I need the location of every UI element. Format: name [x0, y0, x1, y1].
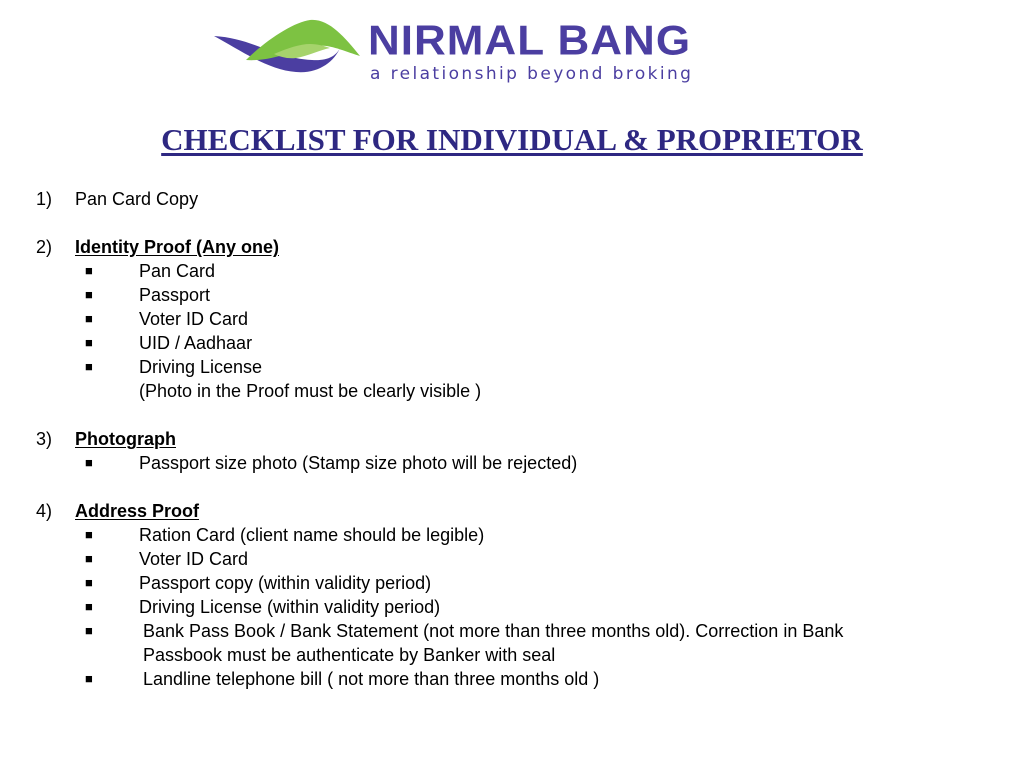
section-number: 1) — [36, 189, 53, 209]
list-item-text: Landline telephone bill ( not more than three months old ) — [143, 669, 600, 689]
square-bullet-icon: ■ — [85, 335, 93, 350]
square-bullet-icon: ■ — [85, 575, 93, 590]
section-heading: Photograph — [75, 429, 176, 449]
section-heading: Address Proof — [75, 501, 200, 521]
square-bullet-icon: ■ — [85, 287, 93, 302]
square-bullet-icon: ■ — [85, 311, 93, 326]
square-bullet-icon: ■ — [85, 671, 93, 686]
list-item-text: Passport size photo (Stamp size photo will be rejected) — [139, 453, 578, 473]
list-item-text: Ration Card (client name should be legible) — [139, 525, 485, 545]
list-item-text: Voter ID Card — [139, 549, 249, 569]
continuation-text: Passbook must be authenticate by Banker with seal — [143, 645, 556, 665]
section-number: 4) — [36, 501, 53, 521]
list-item-text: Driving License (within validity period) — [139, 597, 441, 617]
square-bullet-icon: ■ — [85, 599, 93, 614]
square-bullet-icon: ■ — [85, 551, 93, 566]
brand-tagline: a relationship beyond broking — [370, 64, 694, 84]
list-item-text: Bank Pass Book / Bank Statement (not more than three months old). Correction in Bank — [143, 621, 844, 641]
section-label: Pan Card Copy — [75, 189, 199, 209]
list-item-text: Voter ID Card — [139, 309, 249, 329]
list-item-text: Passport — [139, 285, 211, 305]
list-item-text: Pan Card — [139, 261, 216, 281]
square-bullet-icon: ■ — [85, 263, 93, 278]
brand-name: NIRMAL BANG — [368, 17, 692, 64]
list-item-text: Passport copy (within validity period) — [139, 573, 432, 593]
square-bullet-icon: ■ — [85, 527, 93, 542]
square-bullet-icon: ■ — [85, 455, 93, 470]
section-heading: Identity Proof (Any one) — [75, 237, 279, 257]
page-title: CHECKLIST FOR INDIVIDUAL & PROPRIETOR — [161, 122, 863, 157]
note-text: (Photo in the Proof must be clearly visible ) — [139, 381, 482, 401]
square-bullet-icon: ■ — [85, 359, 93, 374]
square-bullet-icon: ■ — [85, 623, 93, 638]
section-number: 3) — [36, 429, 53, 449]
list-item-text: UID / Aadhaar — [139, 333, 253, 353]
section-number: 2) — [36, 237, 53, 257]
list-item-text: Driving License — [139, 357, 263, 377]
